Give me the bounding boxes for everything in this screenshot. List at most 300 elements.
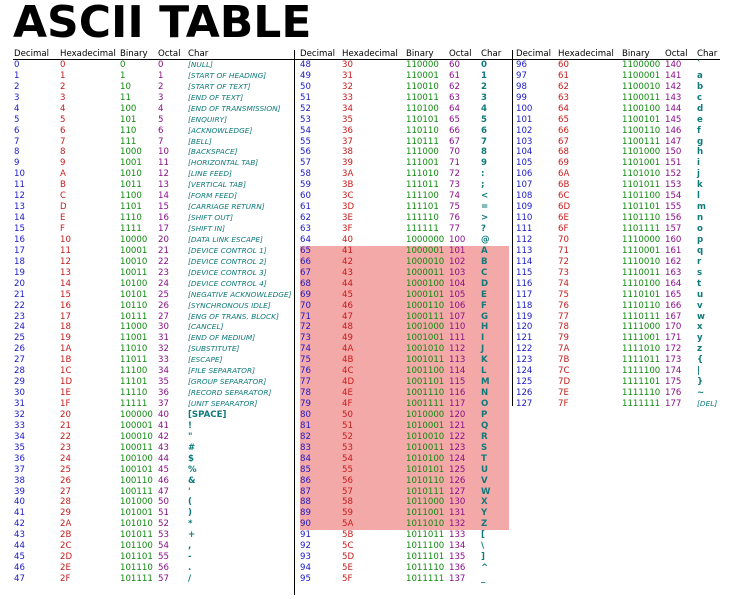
table-row [300,487,510,498]
cell-hexadecimal: 73 [558,267,569,278]
cell-octal: 122 [449,432,481,443]
table-row [14,552,292,563]
header-char: Char [481,49,502,59]
cell-decimal: 8 [14,147,20,158]
cell-octal: 76 [449,213,460,224]
cell-hexadecimal: 40 [342,234,353,245]
cell-decimal: 119 [516,311,533,322]
cell-char: N [481,388,509,399]
cell-char: $ [188,453,194,464]
table-row [300,388,510,399]
header-hexadecimal: Hexadecimal [60,49,116,59]
cell-decimal: 1 [14,70,20,81]
cell-octal: 177 [665,399,682,409]
cell-octal: 50 [158,497,169,508]
table-row [300,147,510,158]
cell-binary: 1110110 [622,300,661,311]
table-row [14,158,292,169]
cell-char: L [481,366,509,377]
cell-char: W [481,487,509,498]
cell-hexadecimal: 70 [558,234,569,245]
cell-decimal: 63 [300,224,311,234]
cell-decimal: 37 [14,464,25,475]
table-row [14,465,292,476]
cell-char: ' [188,486,191,497]
cell-binary: 101011 [120,530,153,541]
cell-octal: 176 [665,388,682,399]
cell-char: O [481,399,509,410]
cell-char: [NEGATIVE ACKNOWLEDGE] [188,289,292,299]
cell-octal: 77 [449,224,460,234]
cell-char: ? [481,224,486,234]
table-row [14,104,292,115]
cell-char: h [697,147,704,158]
cell-binary: 1101001 [622,158,661,169]
cell-binary: 11110 [120,388,148,399]
cell-decimal: 106 [516,169,533,180]
table-row [516,399,726,410]
cell-octal: 13 [158,180,169,191]
cell-octal: 145 [665,114,682,125]
cell-char: k [697,180,703,191]
cell-octal: 45 [158,464,169,475]
cell-decimal: 109 [516,202,533,213]
table-row [516,235,726,246]
cell-hexadecimal: 1A [60,344,72,355]
table-header-row [300,49,510,60]
table-row [300,191,510,202]
cell-octal: 116 [449,388,481,399]
table-row [14,497,292,508]
cell-hexadecimal: 23 [60,442,71,453]
cell-char: [SPACE] [188,409,227,420]
cell-char: - [188,552,192,563]
cell-decimal: 75 [300,355,342,366]
cell-char: _ [481,574,486,584]
cell-decimal: 104 [516,147,533,158]
cell-octal: 123 [449,443,481,454]
cell-octal: 102 [449,257,481,268]
cell-octal: 20 [158,234,169,245]
cell-binary: 100001 [120,420,153,431]
table-row [300,202,510,213]
cell-char: [DEVICE CONTROL 2] [188,256,267,266]
table-row [516,137,726,148]
cell-octal: 27 [158,311,169,322]
cell-binary: 1100100 [622,103,661,114]
cell-binary: 1110111 [622,311,661,322]
cell-octal: 55 [158,552,169,563]
cell-binary: 1101011 [622,180,661,191]
column-divider-1 [294,50,295,595]
cell-octal: 2 [158,81,164,92]
cell-char: 6 [481,125,487,136]
header-binary: Binary [622,49,650,59]
cell-char: p [697,234,704,245]
table-row [516,158,726,169]
cell-char: [END OF TEXT] [188,92,244,102]
cell-binary: 100010 [120,431,153,442]
cell-decimal: 85 [300,465,342,476]
cell-decimal: 87 [300,487,342,498]
cell-binary: 10001 [120,245,148,256]
cell-decimal: 65 [300,246,342,257]
table-row [14,541,292,552]
cell-octal: 144 [665,103,682,114]
table-row [300,180,510,191]
cell-char: \ [481,541,485,552]
cell-hexadecimal: 11 [60,245,71,256]
cell-char: [SYNCHRONOUS IDLE] [188,300,271,310]
cell-octal: 106 [449,301,481,312]
cell-octal: 5 [158,114,164,125]
cell-hexadecimal: A [60,169,66,180]
cell-binary: 1011 [120,180,142,191]
cell-hexadecimal: 1D [60,377,73,388]
cell-char: 1 [481,70,487,81]
table-row [300,169,510,180]
cell-octal: 22 [158,256,169,267]
cell-char: 8 [481,147,487,158]
cell-hexadecimal: 2E [60,563,71,574]
table-row [300,60,510,71]
cell-hexadecimal: 4F [342,399,406,410]
cell-binary: 1011110 [406,563,445,574]
cell-octal: 156 [665,213,682,224]
cell-octal: 115 [449,377,481,388]
cell-octal: 142 [665,81,682,92]
cell-binary: 10010 [120,256,148,267]
cell-binary: 1011011 [406,530,445,541]
cell-binary: 1001011 [406,355,449,366]
cell-hexadecimal: 38 [342,147,353,158]
cell-binary: 1000000 [406,234,445,245]
cell-decimal: 64 [300,234,311,245]
cell-hexadecimal: 26 [60,475,71,486]
cell-octal: 150 [665,147,682,158]
table-row [14,421,292,432]
cell-char: [VERTICAL TAB] [188,180,246,190]
cell-decimal: 42 [14,519,25,530]
cell-binary: 11001 [120,333,148,344]
cell-hexadecimal: 37 [342,136,353,147]
cell-binary: 110 [120,125,137,136]
cell-octal: 103 [449,268,481,279]
cell-decimal: 84 [300,454,342,465]
cell-hexadecimal: 18 [60,322,71,333]
cell-decimal: 24 [14,322,25,333]
cell-binary: 1101101 [622,202,661,213]
cell-octal: 4 [158,103,164,114]
cell-binary: 100101 [120,464,153,475]
table-row [300,279,510,290]
cell-decimal: 92 [300,541,311,552]
table-row [300,574,510,585]
cell-decimal: 59 [300,180,311,191]
cell-binary: 100110 [120,475,153,486]
cell-char: @ [481,234,490,245]
cell-octal: 160 [665,234,682,245]
cell-decimal: 117 [516,289,533,300]
cell-hexadecimal: 4E [342,388,406,399]
table-row [14,388,292,399]
cell-octal: 47 [158,486,169,497]
cell-binary: 1111100 [622,366,661,377]
cell-hexadecimal: 33 [342,92,353,103]
cell-char: m [697,202,706,213]
page-title: ASCII TABLE [13,0,312,48]
cell-binary: 100111 [120,486,153,497]
cell-hexadecimal: 2 [60,81,66,92]
cell-decimal: 70 [300,301,342,312]
cell-decimal: 77 [300,377,342,388]
table-row [14,355,292,366]
cell-octal: 14 [158,191,169,202]
cell-octal: 75 [449,202,460,213]
cell-char: Y [481,508,509,519]
cell-binary: 1001001 [406,333,449,344]
cell-binary: 1100001 [622,70,661,81]
cell-decimal: 78 [300,388,342,399]
cell-decimal: 35 [14,442,25,453]
cell-char: # [188,442,196,453]
cell-decimal: 95 [300,574,311,584]
cell-octal: 163 [665,267,682,278]
cell-hexadecimal: 6 [60,125,66,136]
cell-char: [DEVICE CONTROL 1] [188,245,267,255]
cell-hexadecimal: 61 [558,70,569,81]
cell-decimal: 40 [14,497,25,508]
cell-decimal: 16 [14,234,25,245]
table-row [14,530,292,541]
table-panel-3 [516,49,726,410]
cell-decimal: 88 [300,497,342,508]
table-row [14,93,292,104]
cell-hexadecimal: 56 [342,476,406,487]
cell-decimal: 26 [14,344,25,355]
cell-octal: 24 [158,278,169,289]
cell-hexadecimal: 3D [342,202,355,213]
cell-octal: 153 [665,180,682,191]
cell-binary: 1000010 [406,257,449,268]
table-row [14,487,292,498]
cell-binary: 101110 [120,563,153,574]
cell-char: [UNIT SEPARATOR] [188,399,258,408]
cell-binary: 101000 [120,497,153,508]
cell-char: Q [481,421,509,432]
table-row [300,497,510,508]
table-row [300,410,510,421]
table-row [300,126,510,137]
table-row [300,454,510,465]
cell-hexadecimal: 17 [60,311,71,322]
cell-octal: 143 [665,92,682,103]
cell-binary: 1101110 [622,213,661,224]
cell-decimal: 108 [516,191,533,202]
cell-decimal: 61 [300,202,311,213]
cell-octal: 56 [158,563,169,574]
cell-hexadecimal: 1E [60,388,71,399]
cell-octal: 52 [158,519,169,530]
cell-char: = [481,202,489,213]
table-row [14,454,292,465]
cell-decimal: 83 [300,443,342,454]
cell-hexadecimal: 5 [60,114,66,125]
table-row [516,388,726,399]
header-hexadecimal: Hexadecimal [558,49,614,59]
table-row [300,432,510,443]
cell-hexadecimal: 2B [60,530,72,541]
cell-binary: 1001 [120,158,142,169]
cell-hexadecimal: 35 [342,114,353,125]
table-row [14,377,292,388]
cell-decimal: 17 [14,245,25,256]
cell-octal: 10 [158,147,169,158]
cell-octal: 40 [158,409,169,420]
cell-binary: 1101000 [622,147,661,158]
cell-hexadecimal: 34 [342,103,353,114]
cell-decimal: 102 [516,125,533,136]
table-row [516,301,726,312]
table-row [300,71,510,82]
cell-char: c [697,92,703,103]
cell-decimal: 51 [300,92,311,103]
cell-char: ; [481,180,485,191]
cell-octal: 126 [449,476,481,487]
cell-char: [FILE SEPARATOR] [188,366,255,376]
cell-hexadecimal: 68 [558,147,569,158]
cell-char: ! [188,420,192,431]
cell-decimal: 11 [14,180,25,191]
table-row [300,476,510,487]
cell-hexadecimal: 19 [60,333,71,344]
cell-octal: 64 [449,103,460,114]
cell-octal: 30 [158,322,169,333]
cell-char: T [481,454,509,465]
cell-binary: 11000 [120,322,148,333]
cell-hexadecimal: 20 [60,409,71,420]
cell-binary: 1000 [120,147,142,158]
cell-char: [BACKSPACE] [188,147,238,157]
cell-hexadecimal: 49 [342,333,406,344]
cell-octal: 132 [449,519,481,530]
table-row [516,82,726,93]
cell-decimal: 23 [14,311,25,322]
cell-binary: 111001 [406,158,439,169]
cell-binary: 1011010 [406,519,449,530]
cell-decimal: 58 [300,169,311,180]
cell-octal: 33 [158,355,169,366]
cell-binary: 111101 [406,202,439,213]
cell-hexadecimal: 10 [60,234,71,245]
cell-char: z [697,344,703,355]
table-panel-1 [14,49,292,585]
cell-octal: 7 [158,136,164,147]
table-row [516,147,726,158]
cell-decimal: 54 [300,125,311,136]
cell-decimal: 121 [516,333,533,344]
cell-hexadecimal: 6A [558,169,570,180]
cell-binary: 1110001 [622,245,661,256]
column-divider-2 [512,50,513,406]
cell-char: g [697,136,704,147]
cell-binary: 101010 [120,519,153,530]
table-row [300,115,510,126]
cell-octal: 120 [449,410,481,421]
cell-decimal: 98 [516,81,527,92]
table-row [14,344,292,355]
cell-binary: 1010111 [406,487,449,498]
cell-hexadecimal: 14 [60,278,71,289]
cell-decimal: 27 [14,355,25,366]
cell-binary: 11 [120,92,131,103]
cell-octal: 32 [158,344,169,355]
cell-decimal: 71 [300,312,342,323]
cell-char: P [481,410,509,421]
cell-hexadecimal: 28 [60,497,71,508]
cell-decimal: 10 [14,169,25,180]
cell-hexadecimal: 78 [558,322,569,333]
cell-char: 4 [481,103,487,114]
cell-hexadecimal: 36 [342,125,353,136]
cell-decimal: 33 [14,420,25,431]
cell-binary: 1010001 [406,421,449,432]
cell-char: [START OF TEXT] [188,81,251,91]
cell-hexadecimal: 4 [60,103,66,114]
table-row [14,224,292,235]
cell-decimal: 5 [14,114,20,125]
table-row [14,147,292,158]
cell-char: [RECORD SEPARATOR] [188,388,272,398]
table-row [300,257,510,268]
cell-octal: 6 [158,125,164,136]
cell-octal: 101 [449,246,481,257]
cell-binary: 1100111 [622,136,661,147]
table-row [516,115,726,126]
table-row [516,104,726,115]
cell-hexadecimal: 2C [60,541,72,552]
cell-octal: 25 [158,289,169,300]
cell-octal: 34 [158,366,169,377]
cell-decimal: 25 [14,333,25,344]
table-row [14,82,292,93]
table-row [300,552,510,563]
cell-octal: 54 [158,541,169,552]
cell-decimal: 99 [516,92,527,103]
cell-decimal: 18 [14,256,25,267]
table-row [14,279,292,290]
cell-char: G [481,312,509,323]
cell-hexadecimal: 32 [342,81,353,92]
table-row [14,399,292,410]
cell-hexadecimal: 0 [60,59,66,70]
cell-char: v [697,300,703,311]
cell-decimal: 56 [300,147,311,158]
cell-decimal: 13 [14,202,25,213]
cell-decimal: 62 [300,213,311,224]
cell-hexadecimal: 44 [342,279,406,290]
cell-octal: 71 [449,158,460,169]
cell-octal: 61 [449,70,460,81]
cell-binary: 10100 [120,278,148,289]
header-octal: Octal [665,49,688,59]
cell-octal: 51 [158,508,169,519]
cell-binary: 0 [120,59,126,70]
table-row [300,246,510,257]
cell-hexadecimal: 3B [342,180,354,191]
cell-binary: 10011 [120,267,148,278]
cell-binary: 10111 [120,311,148,322]
